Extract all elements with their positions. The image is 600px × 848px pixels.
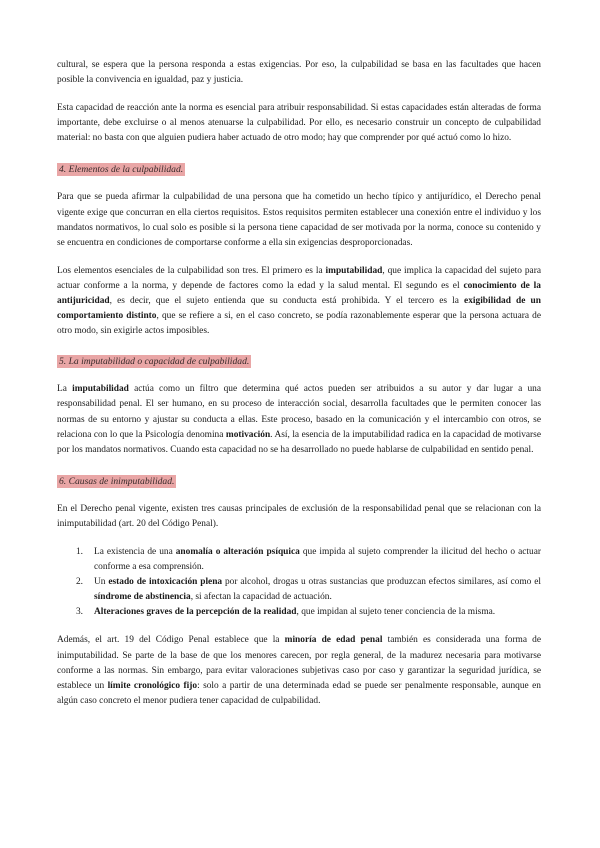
paragraph-elementos-esenciales	[57, 264, 541, 339]
bold-term-imputabilidad: imputabilidad	[325, 265, 383, 276]
paragraph-causas-intro: En el Derecho penal vigente, existen tres causas principales de exclusión de la responsabilidad penal que se relacionan con la inimputabilidad (art. 20 del Código Penal).	[57, 503, 541, 529]
list-text	[94, 575, 541, 605]
causes-list	[57, 545, 541, 620]
list-number: 3.	[75, 607, 83, 618]
list-number: 2.	[75, 577, 83, 588]
text-run: Un	[94, 577, 109, 588]
bold-term: anomalía o alteración psíquica	[175, 546, 300, 557]
bold-term-exigibilidad: exigibilidad de un comportamiento distinto	[57, 296, 541, 322]
text-run: por alcohol, drogas u otras sustancias que produzcan efectos similares, así como el	[222, 577, 541, 588]
text-run: , si afectan la capacidad de actuación.	[190, 592, 332, 603]
text-run: : solo a partir de una determinada edad se puede ser penalmente responsable, aunque en algún caso concreto el menor pudiera tener capacidad de culpabilidad.	[57, 680, 541, 706]
text-run: actúa como un filtro que determina qué actos pueden ser atribuidos a su autor y dar lugar a una responsabilidad penal. El ser humano, en su proceso de interacción social, desarrolla facultades que le permiten conocer las normas de su entorno y ajustar su conducta a ellas. Este proceso, basado en la comunicación y el intercambio con otros, se relaciona con lo que la Psicología denomina	[57, 384, 542, 440]
text-run: Los elementos esenciales de la culpabilidad son tres. El primero es la	[57, 265, 326, 276]
list-text	[94, 605, 541, 620]
bold-term-minoria-edad: minoría de edad penal	[284, 635, 383, 646]
text-run: . Así, la esencia de la imputabilidad radica en la capacidad de motivarse por los mandatos normativos. Cuando esta capacidad no se ha desarrollado no puede hablarse de culpabilidad en sentido penal.	[57, 429, 541, 455]
paragraph-intro-continuation: cultural, se espera que la persona responda a estas exigencias. Por eso, la culpabilidad se basa en las facultades que hacen posible la convivencia en igualdad, paz y justicia.	[57, 60, 541, 86]
text-run: La existencia de una	[94, 546, 176, 557]
bold-term-conocimiento-antijuricidad: conocimiento de la antijuricidad	[57, 280, 541, 307]
text-run: también es considerada una forma de inimputabilidad. Se parte de la base de que los menores carecen, por regla general, de la madurez necesaria para motivarse conforme a las normas. Sin embargo, para evitar valoraciones subjetivas caso por caso y garantizar la seguridad jurídica, se establece un	[57, 635, 541, 691]
section-heading-causas: 6. Causas de inimputabilidad.	[59, 475, 175, 487]
bold-term: estado de intoxicación plena	[108, 577, 223, 588]
list-item	[57, 605, 541, 620]
text-run: Además, el art. 19 del Código Penal establece que la	[57, 635, 285, 646]
bold-term-limite-cronologico: límite cronológico fijo	[107, 680, 198, 691]
text-run: , que implica la capacidad del sujeto para actuar conforme a la norma, y depende de factores como la edad y la salud mental. El segundo es el	[57, 265, 541, 291]
bold-term-motivacion: motivación	[225, 429, 271, 440]
bold-term-imputabilidad: imputabilidad	[72, 384, 129, 395]
list-text	[94, 545, 541, 575]
list-item	[57, 575, 541, 605]
list-item	[57, 545, 541, 575]
paragraph-minoria-edad	[57, 633, 541, 708]
text-run: que impida al sujeto comprender la ilicitud del hecho o actuar conforme a esa comprensión.	[94, 546, 541, 573]
text-run: , es decir, que el sujeto entienda que su conducta está prohibida. Y el tercero es la	[109, 296, 465, 307]
bold-term: síndrome de abstinencia	[94, 592, 191, 603]
document-page	[57, 58, 541, 709]
paragraph-capacidad-reaccion: Esta capacidad de reacción ante la norma es esencial para atribuir responsabilidad. Si estas capacidades están alteradas de forma importante, debe excluirse o al menos atenuarse la culpabilidad. Por ello, es necesario construir un concepto de culpabilidad material: no basta con que alguien pudiera haber actuado de otro modo; hay que comprender por qué actuó como lo hizo.	[57, 103, 541, 144]
section-heading-elementos: 4. Elementos de la culpabilidad.	[59, 164, 184, 176]
paragraph-requisitos: Para que se pueda afirmar la culpabilidad de una persona que ha cometido un hecho típico y antijurídico, el Derecho penal vigente exige que concurran en ella ciertos requisitos. Estos requisitos permiten establecer una conexión entre el individuo y los mandatos normativos, lo cual solo es posible si la persona tiene capacidad de ser motivada por la norma, conoce su contenido y se encuentra en condiciones de comportarse conforme a ella sin exigencias desproporcionadas.	[57, 192, 541, 248]
text-run: La	[57, 384, 73, 395]
paragraph-imputabilidad	[57, 382, 541, 457]
list-number: 1.	[75, 546, 83, 557]
section-heading-imputabilidad: 5. La imputabilidad o capacidad de culpabilidad.	[59, 356, 250, 368]
text-run: , que impidan al sujeto tener conciencia de la misma.	[296, 607, 496, 618]
text-run: , que se refiere a si, en el caso concreto, se podía razonablemente esperar que la persona actuara de otro modo, sin exigirle actos imposibles.	[57, 311, 541, 337]
bold-term: Alteraciones graves de la percepción de la realidad	[94, 607, 297, 618]
